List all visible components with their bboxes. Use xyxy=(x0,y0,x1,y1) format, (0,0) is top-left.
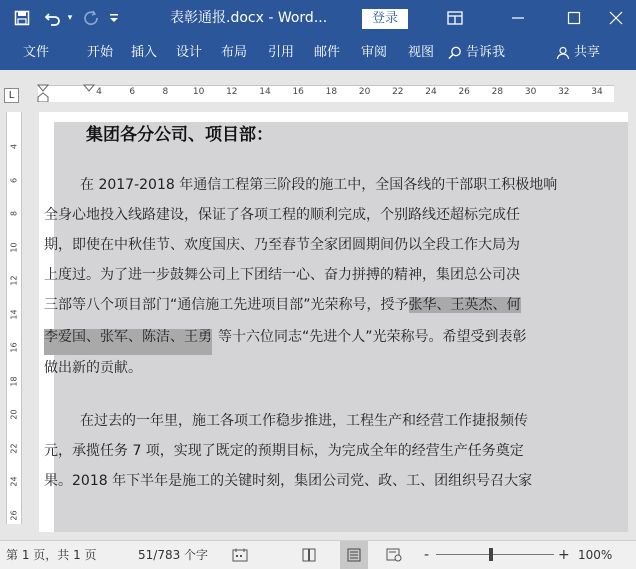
ruler-tick-label: 24 xyxy=(425,87,437,97)
ruler-tick-label: 22 xyxy=(392,87,404,97)
paragraph-line[interactable]: 元，承揽任务 7 项，实现了既定的预期目标，为完成全年的经营生产任务奠定 xyxy=(44,443,524,459)
ruler-tick-label: 4 xyxy=(9,143,19,150)
customize-icon[interactable] xyxy=(104,0,124,36)
ruler-tick-label: 8 xyxy=(9,210,19,217)
line-text: 等十六位同志“先进个人”光荣称号。希望受到表彰 xyxy=(218,329,527,345)
ruler-tick-label: 6 xyxy=(129,87,136,97)
window-title: 表彰通报.docx - Word... xyxy=(170,10,328,26)
undo-dropdown-icon[interactable]: ▾ xyxy=(67,13,73,23)
close-icon[interactable] xyxy=(598,0,634,36)
lightbulb-search-icon xyxy=(448,46,462,60)
ruler-tick-label: 16 xyxy=(292,87,304,97)
indent-marker-icon[interactable] xyxy=(37,84,49,104)
person-icon xyxy=(556,46,570,60)
highlighted-names[interactable]: 李爱国、张军、陈洁、王勇 xyxy=(44,329,212,355)
paragraph-line[interactable] xyxy=(44,322,527,352)
paragraph-line[interactable]: 在 2017-2018 年通信工程第三阶段的施工中，全国各线的干部职工积极地响 xyxy=(80,177,558,193)
minimize-icon[interactable] xyxy=(500,0,536,36)
paragraph-line[interactable]: 上度过。为了进一步鼓舞公司上下团结一心、奋力拼搏的精神，集团总公司决 xyxy=(44,267,520,283)
ruler-tick-label: 4 xyxy=(96,87,102,97)
ruler-tick-label: 24 xyxy=(9,476,19,487)
ruler-tick-label: 34 xyxy=(591,87,603,97)
ruler-tick-label: 26 xyxy=(9,509,19,521)
paragraph-line[interactable]: 全身心地投入线路建设，保证了各项工程的顺利完成，个别路线还超标完成任 xyxy=(44,207,520,223)
tab-view[interactable]: 视图 xyxy=(408,45,435,60)
ruler-tick-label: 22 xyxy=(9,442,19,454)
tab-mailings[interactable]: 邮件 xyxy=(314,45,341,60)
tell-me-label: 告诉我 xyxy=(466,45,506,60)
ribbon-display-icon[interactable] xyxy=(440,0,470,36)
ruler-tick-label: 18 xyxy=(325,87,338,97)
ruler-tick-label: 10 xyxy=(192,87,205,97)
ruler-tick-label: 30 xyxy=(524,87,537,97)
undo-icon[interactable] xyxy=(42,0,64,36)
ruler-tick-label: 10 xyxy=(9,241,19,253)
save-icon[interactable] xyxy=(10,0,34,36)
tab-selector-button[interactable]: L xyxy=(4,88,19,103)
title-bar xyxy=(0,0,636,36)
zoom-slider-track[interactable] xyxy=(436,554,554,555)
zoom-slider-thumb[interactable] xyxy=(489,548,493,561)
read-mode-icon[interactable] xyxy=(302,541,316,569)
share-label: 共享 xyxy=(574,45,601,60)
login-button[interactable]: 登录 xyxy=(362,9,408,29)
redo-icon[interactable] xyxy=(80,0,102,36)
paragraph-line[interactable]: 果。2018 年下半年是施工的关键时刻，集团公司党、政、工、团组织号召大家 xyxy=(44,473,533,489)
paragraph-line[interactable] xyxy=(44,290,521,320)
ruler-tick-label: 20 xyxy=(9,409,19,420)
zoom-level[interactable]: 100% xyxy=(578,548,613,562)
tab-design[interactable]: 设计 xyxy=(176,45,203,60)
first-line-indent-icon[interactable] xyxy=(83,84,95,94)
tab-layout[interactable]: 布局 xyxy=(221,45,248,60)
tab-insert[interactable]: 插入 xyxy=(131,45,158,60)
ribbon-tabs xyxy=(0,36,636,70)
share-button[interactable] xyxy=(556,36,600,70)
print-layout-icon[interactable] xyxy=(340,541,368,569)
ruler-tick-label: 32 xyxy=(558,87,570,97)
tab-file[interactable]: 文件 xyxy=(23,45,50,60)
ruler-tick-label: 12 xyxy=(9,275,19,286)
highlighted-names[interactable]: 张华、王英杰、何 xyxy=(408,297,521,313)
tab-review[interactable]: 审阅 xyxy=(361,45,388,60)
word-count[interactable]: 51/783 个字 xyxy=(138,548,209,562)
line-text: 三部等八个项目部门“通信施工先进项目部”光荣称号，授予 xyxy=(44,297,409,313)
ruler-tick-label: 14 xyxy=(9,308,19,320)
ruler-tick-label: 28 xyxy=(491,87,504,97)
paragraph-line[interactable]: 在过去的一年里，施工各项工作稳步推进，工程生产和经营工作捷报频传 xyxy=(80,413,528,429)
ruler-tick-label: 6 xyxy=(9,177,19,183)
ruler-tick-label: 20 xyxy=(358,87,371,97)
tab-home[interactable]: 开始 xyxy=(87,45,114,60)
paragraph-line[interactable]: 期，即使在中秋佳节、欢度国庆、乃至春节全家团圆期间仍以全段工作大局为 xyxy=(44,237,520,253)
ruler-tick-label: 16 xyxy=(9,342,19,353)
maximize-icon[interactable] xyxy=(556,0,592,36)
page-count[interactable]: 第 1 页，共 1 页 xyxy=(6,548,97,562)
ruler-tick-label: 26 xyxy=(458,87,470,97)
zoom-out-button[interactable]: - xyxy=(424,547,430,563)
proofing-icon[interactable] xyxy=(232,541,248,569)
tab-references[interactable]: 引用 xyxy=(268,45,295,60)
document-heading[interactable]: 集团各分公司、项目部： xyxy=(86,125,273,145)
status-bar xyxy=(0,540,636,569)
horizontal-ruler[interactable] xyxy=(38,85,614,103)
tell-me-box[interactable] xyxy=(448,36,505,70)
paragraph-line[interactable]: 做出新的贡献。 xyxy=(44,360,142,376)
ruler-tick-label: 18 xyxy=(9,375,19,387)
ruler-tick-label: 14 xyxy=(259,87,271,97)
ruler-tick-label: 8 xyxy=(162,87,169,97)
zoom-in-button[interactable]: + xyxy=(558,547,570,563)
vertical-ruler[interactable] xyxy=(6,112,22,524)
ruler-tick-label: 12 xyxy=(226,87,238,97)
web-layout-icon[interactable] xyxy=(386,541,402,569)
